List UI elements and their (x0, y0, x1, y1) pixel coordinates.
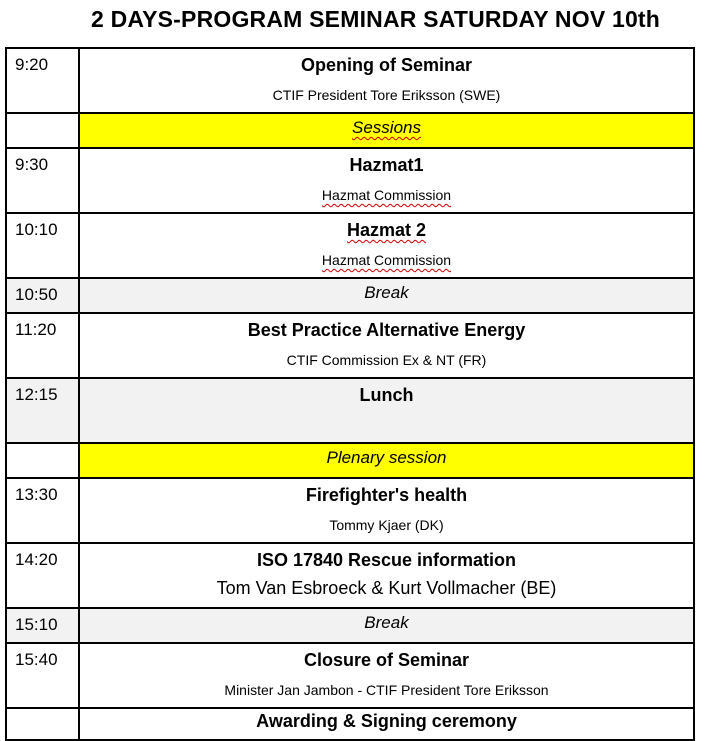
time-cell (6, 443, 79, 478)
table-row (6, 313, 694, 378)
time-cell: 11:20 (6, 313, 79, 378)
session-speaker: Hazmat Commission (321, 252, 452, 268)
session-title: Hazmat 2 (346, 220, 427, 240)
session-cell (79, 148, 694, 213)
page-title: 2 DAYS-PROGRAM SEMINAR SATURDAY NOV 10th (91, 6, 661, 32)
section-label: Sessions (79, 113, 694, 148)
session-cell (79, 48, 694, 113)
table-row (6, 378, 694, 443)
session-cell (79, 213, 694, 278)
section-label: Plenary session (79, 443, 694, 478)
time-cell: 10:10 (6, 213, 79, 278)
session-title: ISO 17840 Rescue information (256, 550, 517, 570)
session-cell (79, 643, 694, 708)
time-cell: 15:40 (6, 643, 79, 708)
session-speaker: CTIF President Tore Eriksson (SWE) (272, 87, 501, 103)
time-cell: 10:50 (6, 278, 79, 313)
session-speaker: Tommy Kjaer (DK) (329, 517, 444, 533)
session-title: Best Practice Alternative Energy (247, 320, 526, 340)
session-title: Firefighter's health (305, 485, 468, 505)
session-title: Closure of Seminar (303, 650, 470, 670)
break-label: Break (79, 608, 694, 643)
session-speaker: Tom Van Esbroeck & Kurt Vollmacher (BE) (216, 578, 557, 598)
time-cell: 13:30 (6, 478, 79, 543)
time-cell (6, 708, 79, 740)
time-cell: 15:10 (6, 608, 79, 643)
table-row (6, 708, 694, 740)
session-speaker: Minister Jan Jambon - CTIF President Tore Eriksson (224, 682, 549, 698)
session-speaker: CTIF Commission Ex & NT (FR) (286, 352, 487, 368)
time-cell: 14:20 (6, 543, 79, 608)
time-cell: 9:20 (6, 48, 79, 113)
table-row (6, 608, 694, 643)
table-row (6, 478, 694, 543)
time-cell: 9:30 (6, 148, 79, 213)
session-cell (79, 313, 694, 378)
program-table (5, 47, 695, 741)
session-cell (79, 543, 694, 608)
session-title: Awarding & Signing ceremony (79, 708, 694, 740)
session-speaker: Hazmat Commission (321, 187, 452, 203)
break-label: Break (79, 278, 694, 313)
session-cell (79, 478, 694, 543)
session-title: Lunch (359, 385, 414, 405)
time-cell (6, 113, 79, 148)
table-row (6, 213, 694, 278)
table-row (6, 278, 694, 313)
session-title: Opening of Seminar (300, 55, 473, 75)
table-row (6, 148, 694, 213)
table-row (6, 113, 694, 148)
table-row (6, 443, 694, 478)
table-row (6, 48, 694, 113)
session-title: Hazmat1 (349, 155, 424, 175)
table-row (6, 643, 694, 708)
session-cell (79, 378, 694, 443)
table-row (6, 543, 694, 608)
time-cell: 12:15 (6, 378, 79, 443)
